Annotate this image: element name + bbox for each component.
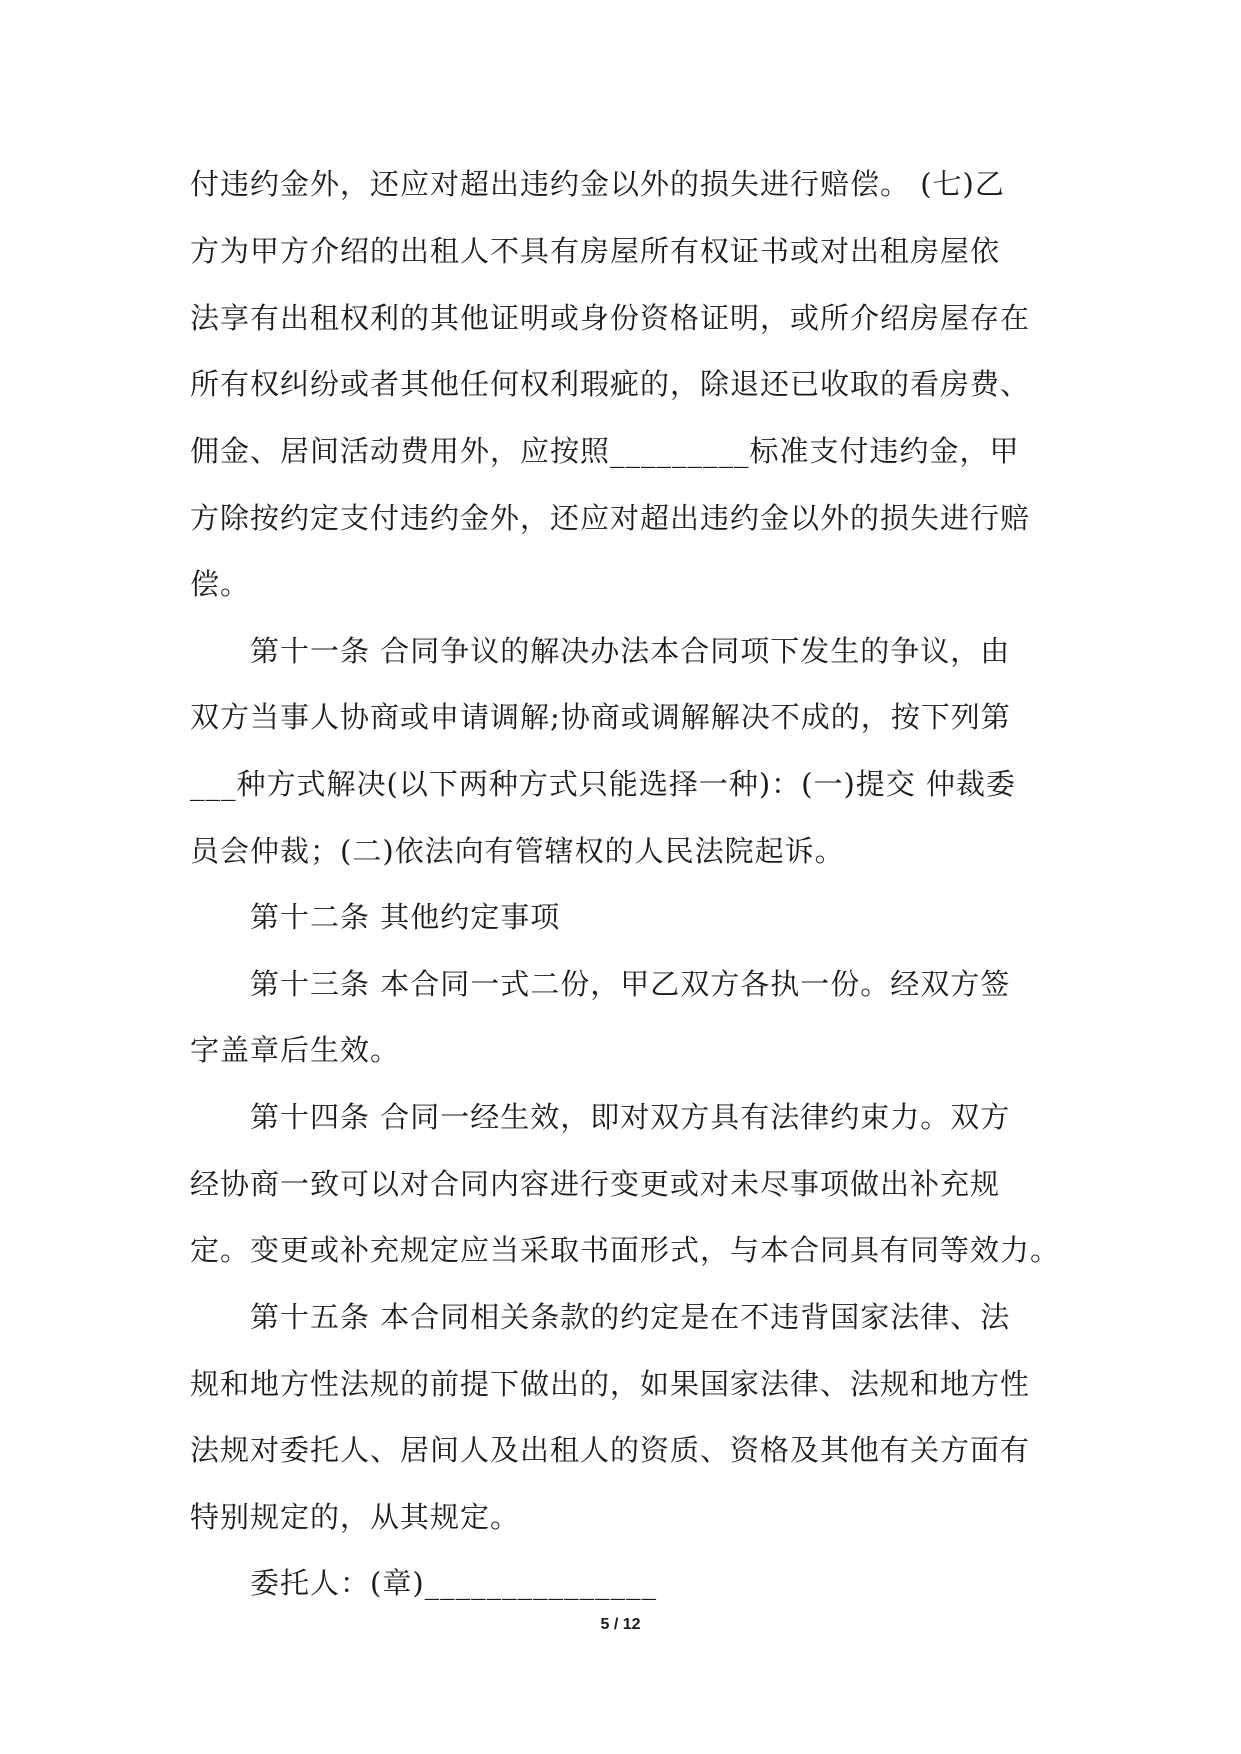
text-line: 方为甲方介绍的出租人不具有房屋所有权证书或对出租房屋依 [190, 234, 1001, 268]
text-line: 经协商一致可以对合同内容进行变更或对未尽事项做出补充规 [190, 1167, 1001, 1201]
text-line: 偿。 [190, 567, 251, 601]
clause-11-heading: 第十一条 合同争议的解决办法本合同项下发生的争议，由 [250, 634, 1011, 668]
text-line: 法规对委托人、居间人及出租人的资质、资格及其他有关方面有 [190, 1433, 1031, 1467]
page-number: 5 / 12 [600, 1616, 641, 1633]
text-line: 特别规定的，从其规定。 [190, 1500, 521, 1534]
text-line: 方除按约定支付违约金外，还应对超出违约金以外的损失进行赔 [190, 501, 1031, 535]
clause-14-heading: 第十四条 合同一经生效，即对双方具有法律约束力。双方 [250, 1100, 1011, 1134]
clause-12-heading: 第十二条 其他约定事项 [250, 900, 561, 934]
clause-13-heading: 第十三条 本合同一式二份，甲乙双方各执一份。经双方签 [250, 967, 1011, 1001]
text-line: 员会仲裁；(二)依法向有管辖权的人民法院起诉。 [190, 834, 845, 868]
text-line: 付违约金外，还应对超出违约金以外的损失进行赔偿。 (七)乙 [190, 167, 1005, 201]
signature-line: 委托人：(章)_______________ [250, 1566, 658, 1600]
text-line: 字盖章后生效。 [190, 1033, 401, 1067]
text-line: ___种方式解决(以下两种方式只能选择一种)：(一)提交 仲裁委 [190, 767, 1016, 801]
text-line: 所有权纠纷或者其他任何权利瑕疵的，除退还已收取的看房费、 [190, 367, 1031, 401]
clause-15-heading: 第十五条 本合同相关条款的约定是在不违背国家法律、法 [250, 1300, 1011, 1334]
text-line: 双方当事人协商或申请调解;协商或调解解决不成的，按下列第 [190, 700, 1011, 734]
text-line: 定。变更或补充规定应当采取书面形式，与本合同具有同等效力。 [190, 1233, 1061, 1267]
text-line: 佣金、居间活动费用外，应按照_________标准支付违约金，甲 [190, 434, 1020, 468]
text-line: 法享有出租权利的其他证明或身份资格证明，或所介绍房屋存在 [190, 301, 1031, 335]
text-line: 规和地方性法规的前提下做出的，如果国家法律、法规和地方性 [190, 1367, 1031, 1401]
